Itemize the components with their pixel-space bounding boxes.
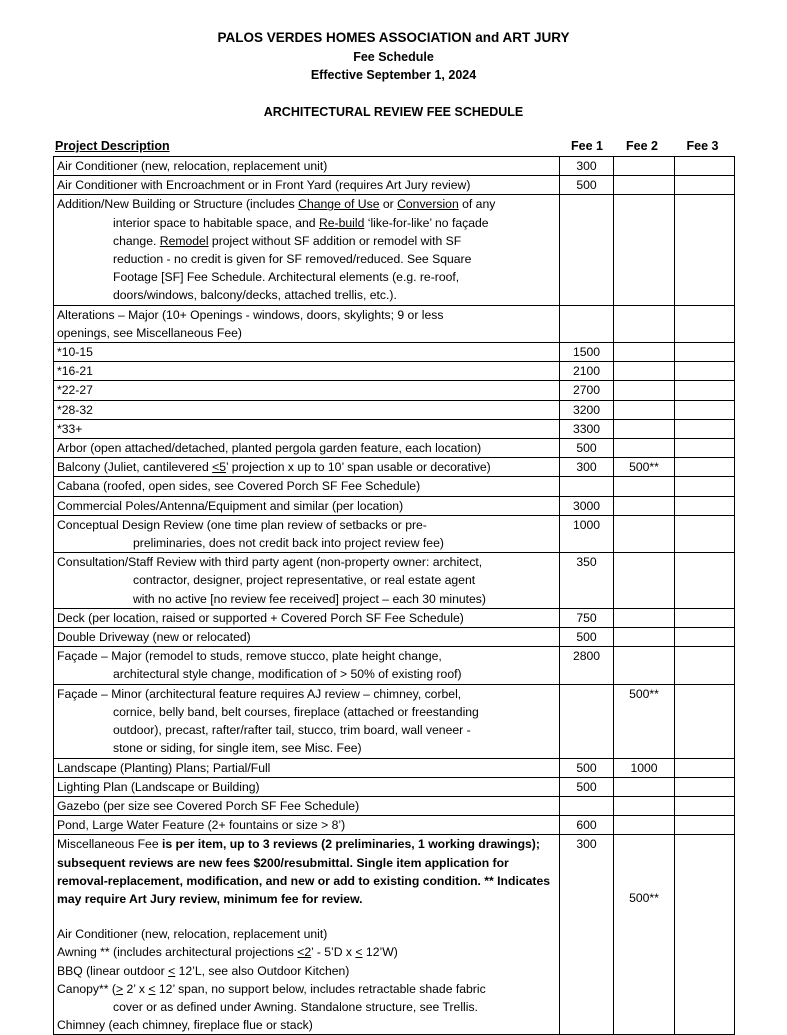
fee3-cell xyxy=(675,343,735,362)
table-row xyxy=(54,305,735,342)
tier-label: *16-21 xyxy=(54,362,560,381)
org-title: PALOS VERDES HOMES ASSOCIATION and ART JURY xyxy=(217,30,570,45)
table-row xyxy=(54,553,735,609)
fee1-cell: 500 xyxy=(560,758,614,777)
col-header-description: Project Description xyxy=(55,139,170,153)
fee3-cell xyxy=(675,758,735,777)
fee2-cell xyxy=(614,477,675,496)
fee1-cell xyxy=(560,796,614,815)
row-description: Air Conditioner with Encroachment or in Front Yard (requires Art Jury review) xyxy=(54,176,560,195)
fee3-cell xyxy=(675,684,735,758)
fee3-cell xyxy=(675,553,735,609)
row-description: Conceptual Design Review (one time plan review of setbacks or pre- preliminaries, does not credit back into project review fee) xyxy=(54,515,560,552)
tier-label: *28-32 xyxy=(54,400,560,419)
fee-table xyxy=(53,156,735,1035)
fee1-cell: 500 xyxy=(560,176,614,195)
fee3-cell xyxy=(675,515,735,552)
fee3-cell xyxy=(675,816,735,835)
fee2-cell xyxy=(614,496,675,515)
fee2-cell xyxy=(614,419,675,438)
fee3-cell xyxy=(675,628,735,647)
fee1-cell: 300 xyxy=(560,835,614,1035)
fee2-cell xyxy=(614,157,675,176)
fee2-cell xyxy=(614,647,675,684)
fee1-cell: 500 xyxy=(560,777,614,796)
fee2-cell xyxy=(614,777,675,796)
row-description: Cabana (roofed, open sides, see Covered Porch SF Fee Schedule) xyxy=(54,477,560,496)
table-row xyxy=(54,816,735,835)
fee3-cell xyxy=(675,496,735,515)
fee3-cell xyxy=(675,362,735,381)
table-row xyxy=(54,628,735,647)
fee1-cell xyxy=(560,477,614,496)
row-description: Consultation/Staff Review with third party agent (non-property owner: architect, contractor, designer, project representative, or real estate agent with no active [no review fee received] project – each 30 minutes) xyxy=(54,553,560,609)
table-row xyxy=(54,647,735,684)
fee3-cell xyxy=(675,835,735,1035)
fee1-cell: 3300 xyxy=(560,419,614,438)
row-description: Gazebo (per size see Covered Porch SF Fee Schedule) xyxy=(54,796,560,815)
misc-terms: is per item, up to 3 reviews (2 preliminaries, 1 working drawings); subsequent reviews are new fees $200/resubmittal. Single item application for removal-replacement, modification, and new or add to existing condition. ** Indicates may require Art Jury review, minimum fee for review. xyxy=(57,837,551,906)
misc-item-canopy-cont: cover or as defined under Awning. Standalone structure, see Trellis. xyxy=(113,999,478,1014)
fee3-cell xyxy=(675,439,735,458)
row-description: Pond, Large Water Feature (2+ fountains or size > 8’) xyxy=(54,816,560,835)
table-row xyxy=(54,777,735,796)
misc-item-bbq: BBQ (linear outdoor < 12’L, see also Outdoor Kitchen) xyxy=(57,963,350,978)
fee1-cell: 500 xyxy=(560,439,614,458)
fee3-cell xyxy=(675,608,735,627)
fee2-cell xyxy=(614,628,675,647)
row-description: Alterations – Major (10+ Openings - windows, doors, skylights; 9 or less openings, see Miscellaneous Fee) xyxy=(54,305,560,342)
fee1-cell: 1500 xyxy=(560,343,614,362)
fee2-cell xyxy=(614,195,675,305)
fee3-cell xyxy=(675,647,735,684)
misc-item-awning: Awning ** (includes architectural projections <2’ - 5’D x < 12’W) xyxy=(57,945,398,960)
row-description: Landscape (Planting) Plans; Partial/Full xyxy=(54,758,560,777)
fee1-cell: 2800 xyxy=(560,647,614,684)
fee1-cell: 600 xyxy=(560,816,614,835)
tier-label: *22-27 xyxy=(54,381,560,400)
table-row xyxy=(54,343,735,362)
fee2-cell: 1000 xyxy=(614,758,675,777)
fee3-cell xyxy=(675,195,735,305)
table-row xyxy=(54,458,735,477)
table-row xyxy=(54,496,735,515)
fee2-cell xyxy=(614,362,675,381)
fee1-cell: 3200 xyxy=(560,400,614,419)
fee1-cell: 350 xyxy=(560,553,614,609)
table-row xyxy=(54,835,735,1035)
fee3-cell xyxy=(675,777,735,796)
fee2-cell xyxy=(614,515,675,552)
col-header-fee2: Fee 2 xyxy=(626,139,658,153)
table-row xyxy=(54,758,735,777)
fee2-cell xyxy=(614,176,675,195)
fee1-cell: 2700 xyxy=(560,381,614,400)
fee2-cell xyxy=(614,381,675,400)
row-description: Façade – Major (remodel to studs, remove stucco, plate height change, architectural style change, modification of > 50% of existing roof) xyxy=(54,647,560,684)
table-row xyxy=(54,515,735,552)
table-row xyxy=(54,796,735,815)
row-description: Commercial Poles/Antenna/Equipment and similar (per location) xyxy=(54,496,560,515)
fee1-cell: 2100 xyxy=(560,362,614,381)
fee3-cell xyxy=(675,419,735,438)
fee2-cell xyxy=(614,796,675,815)
misc-item-canopy: Canopy** (> 2’ x < 12’ span, no support below, includes retractable shade fabric xyxy=(57,981,486,996)
fee3-cell xyxy=(675,157,735,176)
fee3-cell xyxy=(675,176,735,195)
row-description: Double Driveway (new or relocated) xyxy=(54,628,560,647)
fee2-cell: 500** xyxy=(614,458,675,477)
fee1-cell: 750 xyxy=(560,608,614,627)
fee3-cell xyxy=(675,400,735,419)
table-row xyxy=(54,439,735,458)
fee1-cell: 500 xyxy=(560,628,614,647)
row-description: Addition/New Building or Structure (includes Change of Use or Conversion of any interior space to habitable space, and Re-build ‘like-for-like’ no façade change. Remodel project without SF addition or remodel with SF reduction - no credit is given for SF removed/reduced. See Square Footage [SF] Fee Schedule. Architectural elements (e.g. re-roof, doors/windows, balcony/decks, attached trellis, etc.). xyxy=(54,195,560,305)
fee2-cell xyxy=(614,439,675,458)
fee1-cell xyxy=(560,684,614,758)
table-row xyxy=(54,176,735,195)
fee1-cell xyxy=(560,195,614,305)
doc-subtitle: Fee Schedule xyxy=(353,50,434,64)
fee2-cell xyxy=(614,343,675,362)
fee1-cell: 300 xyxy=(560,458,614,477)
fee2-cell: 500** xyxy=(614,684,675,758)
col-header-fee3: Fee 3 xyxy=(686,139,719,153)
fee2-cell xyxy=(614,553,675,609)
table-row xyxy=(54,477,735,496)
fee2-cell: 500** xyxy=(614,835,675,1035)
fee3-cell xyxy=(675,477,735,496)
effective-date: Effective September 1, 2024 xyxy=(310,68,477,82)
table-row xyxy=(54,684,735,758)
section-title: ARCHITECTURAL REVIEW FEE SCHEDULE xyxy=(263,105,524,119)
table-row xyxy=(54,419,735,438)
fee1-cell: 1000 xyxy=(560,515,614,552)
row-description: Lighting Plan (Landscape or Building) xyxy=(54,777,560,796)
table-row xyxy=(54,157,735,176)
table-row xyxy=(54,608,735,627)
row-description: Façade – Minor (architectural feature requires AJ review – chimney, corbel, cornice, belly band, belt courses, fireplace (attached or freestanding outdoor), precast, rafter/rafter tail, stucco, trim board, wall veneer - stone or siding, for single item, see Misc. Fee) xyxy=(54,684,560,758)
fee3-cell xyxy=(675,796,735,815)
misc-intro: Miscellaneous Fee xyxy=(57,837,162,852)
tier-label: *33+ xyxy=(54,419,560,438)
row-description: Balcony (Juliet, cantilevered <5’ projection x up to 10’ span usable or decorative) xyxy=(54,458,560,477)
row-description: Deck (per location, raised or supported + Covered Porch SF Fee Schedule) xyxy=(54,608,560,627)
misc-item-chimney: Chimney (each chimney, fireplace flue or stack) xyxy=(57,1018,313,1033)
misc-item-ac: Air Conditioner (new, relocation, replacement unit) xyxy=(57,927,328,942)
fee1-cell xyxy=(560,305,614,342)
fee2-cell xyxy=(614,816,675,835)
fee1-cell: 300 xyxy=(560,157,614,176)
fee3-cell xyxy=(675,305,735,342)
tier-label: *10-15 xyxy=(54,343,560,362)
table-row xyxy=(54,362,735,381)
fee3-cell xyxy=(675,458,735,477)
row-description xyxy=(54,835,560,1035)
table-row xyxy=(54,195,735,305)
table-row xyxy=(54,381,735,400)
table-row xyxy=(54,400,735,419)
row-description: Air Conditioner (new, relocation, replacement unit) xyxy=(54,157,560,176)
fee2-cell xyxy=(614,608,675,627)
fee3-cell xyxy=(675,381,735,400)
fee2-cell xyxy=(614,305,675,342)
fee1-cell: 3000 xyxy=(560,496,614,515)
fee2-cell xyxy=(614,400,675,419)
row-description: Arbor (open attached/detached, planted pergola garden feature, each location) xyxy=(54,439,560,458)
col-header-fee1: Fee 1 xyxy=(571,139,603,153)
